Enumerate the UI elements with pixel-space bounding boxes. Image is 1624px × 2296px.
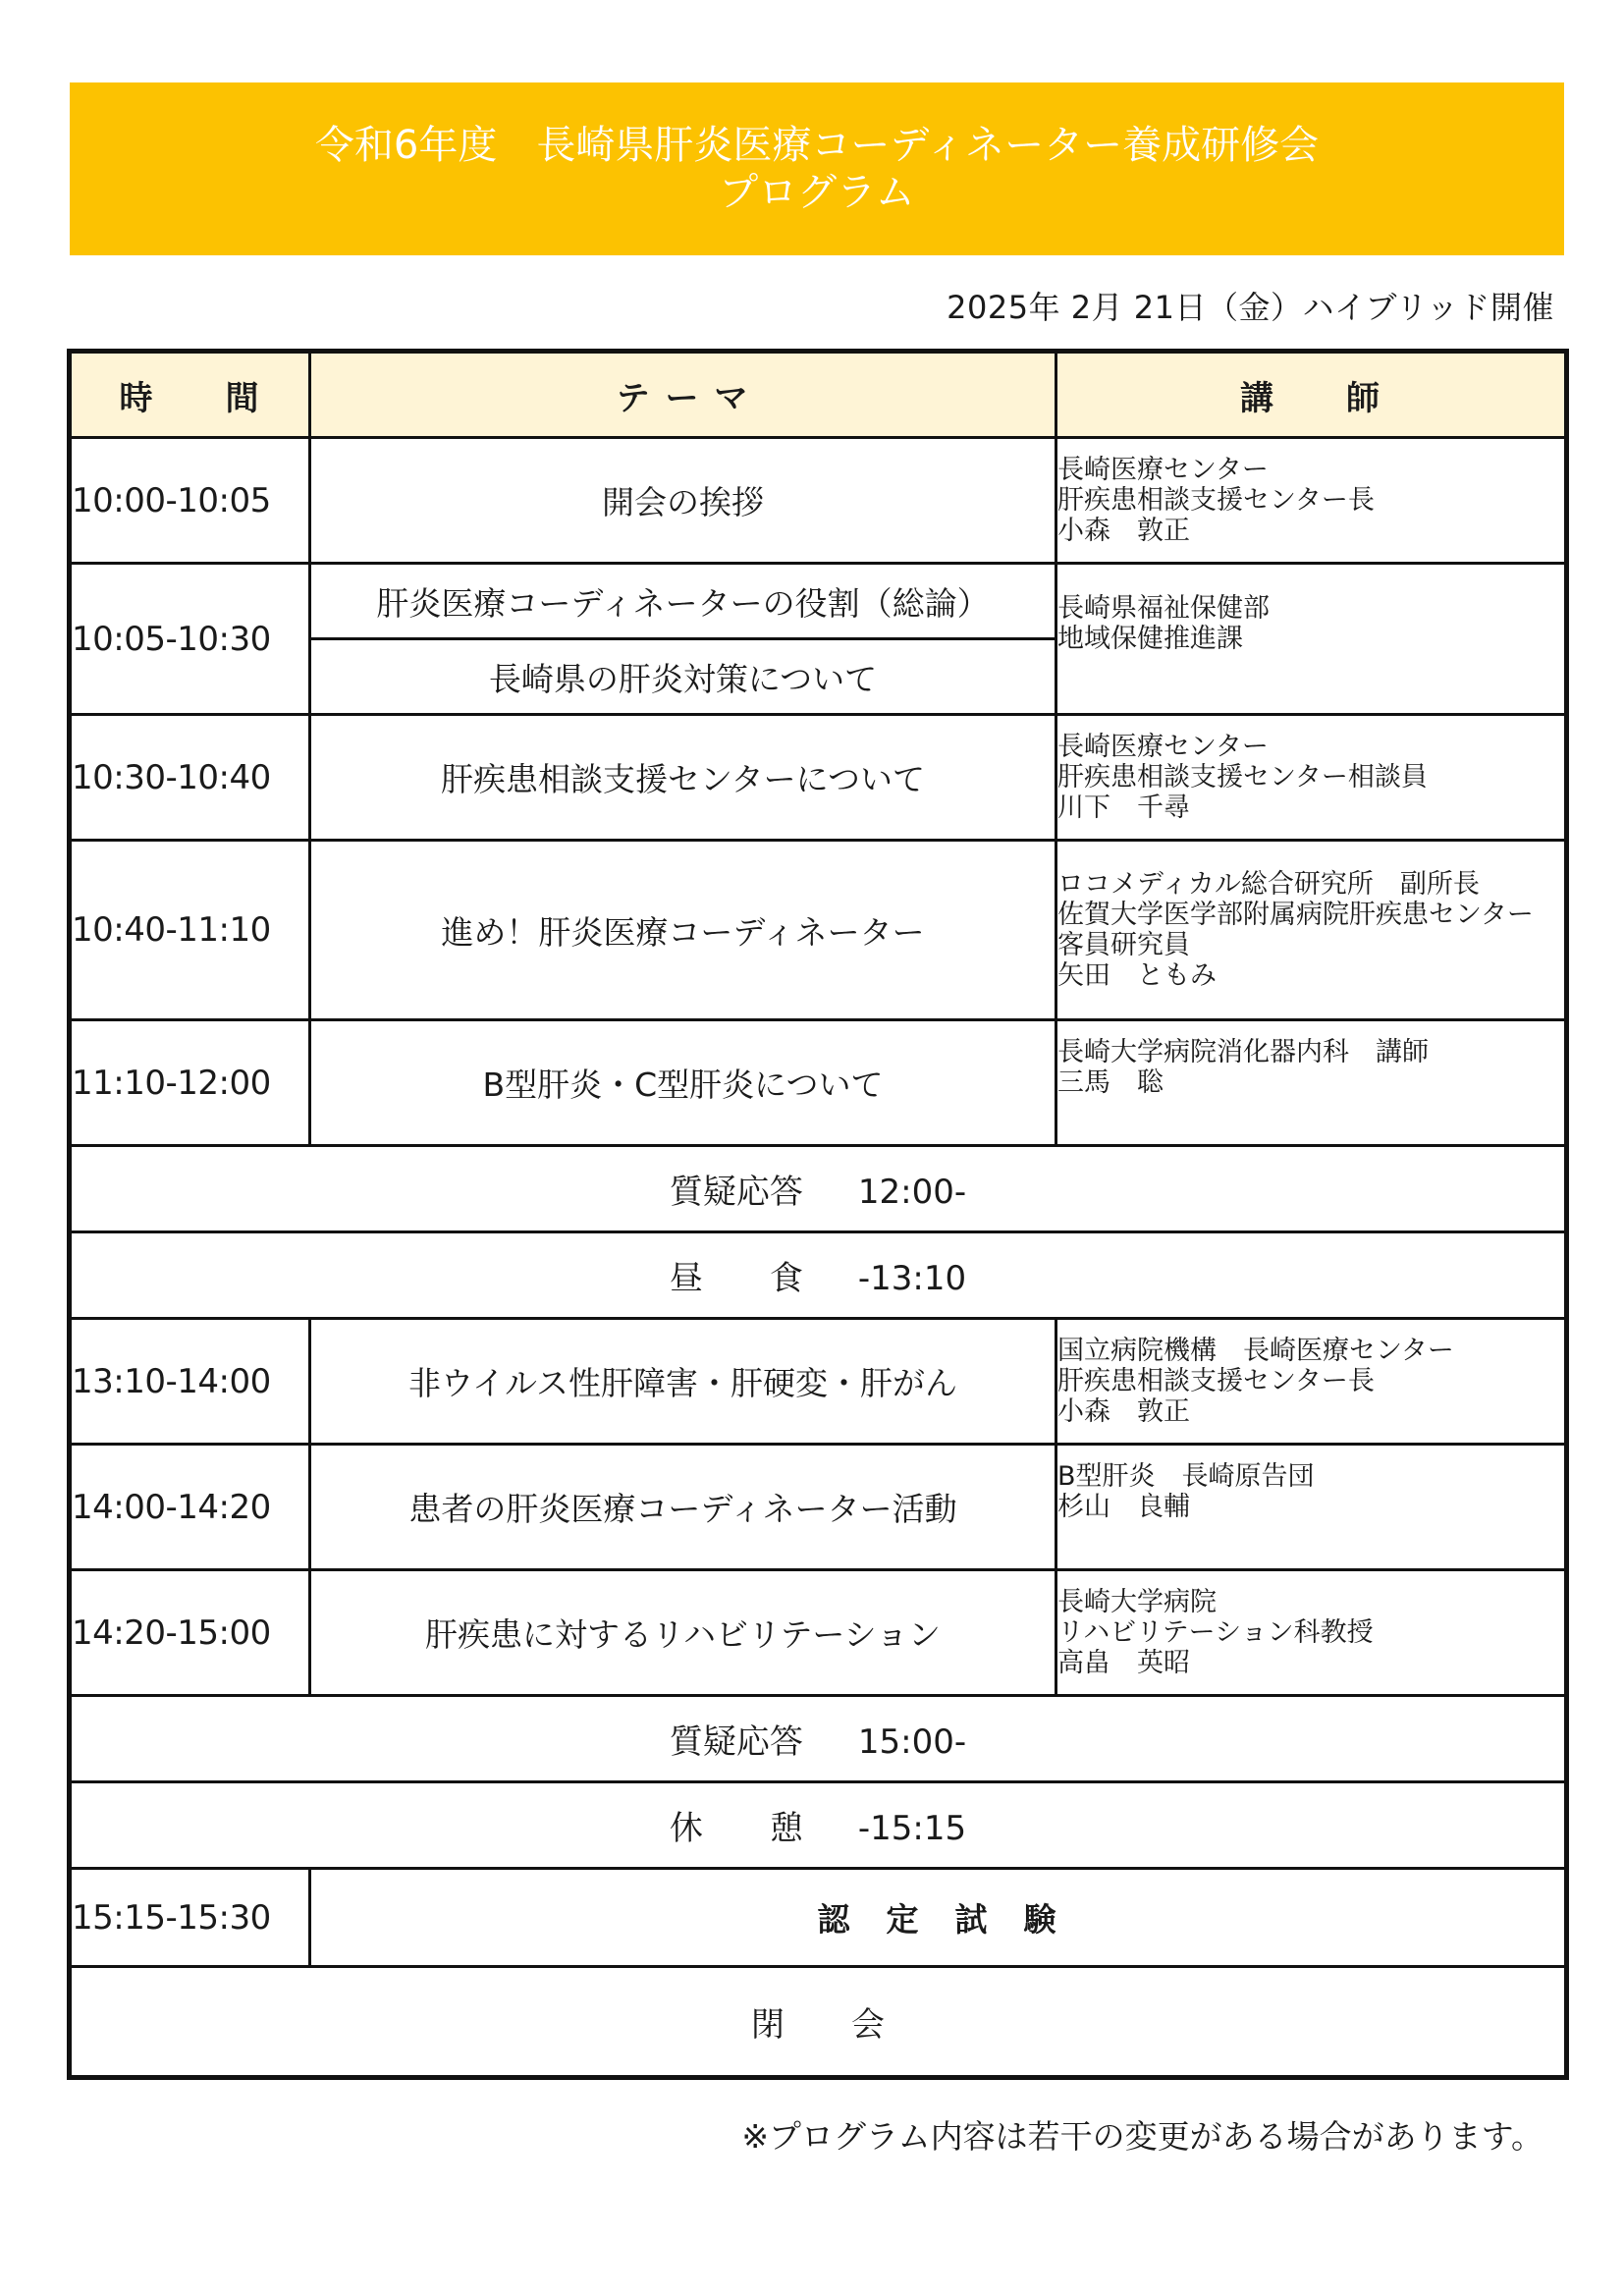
table-row [70,1232,1567,1319]
table-row [70,1869,1567,1967]
session-time: 15:15-15:30 [70,1869,310,1967]
break-label: 質疑応答 [669,1722,803,1762]
session-theme: B型肝炎・C型肝炎について [310,1020,1056,1146]
session-speaker [1056,715,1567,841]
speaker-line: 肝疾患相談支援センター長 [1057,485,1375,516]
table-row [70,1020,1567,1146]
session-speaker [1056,1570,1567,1696]
title-banner [70,82,1564,255]
break-time: -13:10 [857,1259,967,1298]
footnote: ※プログラム内容は若干の変更がある場合があります。 [741,2117,1543,2156]
session-time: 10:30-10:40 [70,715,310,841]
break-row [70,1232,1567,1319]
session-theme: 肝疾患相談支援センターについて [310,715,1056,841]
session-theme: 患者の肝炎医療コーディネーター活動 [310,1445,1056,1570]
table-row [70,1319,1567,1445]
break-time: 12:00- [857,1173,967,1212]
table-row [70,1782,1567,1869]
session-speaker [1056,1319,1567,1445]
break-row [70,1146,1567,1232]
speaker-line: 小森 敦正 [1057,1396,1190,1427]
speaker-line: 長崎医療センター [1057,732,1269,762]
session-speaker [1056,841,1567,1020]
table-row [70,438,1567,564]
session-speaker [1056,1445,1567,1570]
session-speaker [1056,564,1567,715]
speaker-line: 高畠 英昭 [1057,1648,1190,1678]
session-time: 10:05-10:30 [70,564,310,715]
break-label: 質疑応答 [669,1173,803,1212]
break-row [70,1696,1567,1782]
speaker-line: 小森 敦正 [1057,516,1190,546]
table-row [70,1570,1567,1696]
table-row [70,564,1567,639]
speaker-line: 肝疾患相談支援センター相談員 [1057,762,1428,793]
speaker-line: リハビリテーション科教授 [1057,1617,1374,1648]
header-speaker: 講 師 [1056,352,1567,438]
page-subtitle: プログラム [719,170,915,215]
session-time: 14:20-15:00 [70,1570,310,1696]
session-theme: 開会の挨拶 [310,438,1056,564]
closing-label: 閉 会 [751,2005,885,2045]
speaker-line: B型肝炎 長崎原告団 [1057,1461,1315,1492]
speaker-line: 長崎県福祉保健部 [1057,593,1270,624]
session-theme: 長崎県の肝炎対策について [310,639,1056,715]
speaker-line: 長崎医療センター [1057,455,1269,485]
session-time: 10:00-10:05 [70,438,310,564]
table-row [70,1146,1567,1232]
session-speaker [1056,1020,1567,1146]
speaker-line: 肝疾患相談支援センター長 [1057,1366,1375,1396]
session-time: 10:40-11:10 [70,841,310,1020]
speaker-line: 杉山 良輔 [1057,1492,1190,1522]
table-row [70,1445,1567,1570]
closing-row [70,1967,1567,2078]
speaker-line: 国立病院機構 長崎医療センター [1057,1336,1454,1366]
event-date: 2025年 2月 21日（金）ハイブリッド開催 [947,289,1554,326]
speaker-line: 矢田 ともみ [1057,960,1217,991]
speaker-line: ロコメディカル総合研究所 副所長 [1057,869,1480,900]
break-label: 休 憩 [669,1809,803,1848]
session-theme: 肝炎医療コーディネーターの役割（総論） [310,564,1056,639]
speaker-line: 長崎大学病院消化器内科 講師 [1057,1037,1429,1067]
header-theme: テ ー マ [310,352,1056,438]
break-row [70,1782,1567,1869]
session-time: 14:00-14:20 [70,1445,310,1570]
session-theme: 肝疾患に対するリハビリテーション [310,1570,1056,1696]
session-time: 11:10-12:00 [70,1020,310,1146]
table-row [70,1696,1567,1782]
session-theme: 非ウイルス性肝障害・肝硬変・肝がん [310,1319,1056,1445]
session-theme: 進め！肝炎医療コーディネーター [310,841,1056,1020]
table-row [70,1967,1567,2078]
speaker-line: 地域保健推進課 [1057,624,1243,654]
header-time: 時 間 [70,352,310,438]
program-table [67,349,1569,2080]
table-row [70,841,1567,1020]
session-time: 13:10-14:00 [70,1319,310,1445]
speaker-line: 三馬 聡 [1057,1067,1164,1098]
header-row [70,352,1567,438]
break-label: 昼 食 [669,1259,803,1298]
speaker-line: 客員研究員 [1057,930,1190,960]
exam-title: 認 定 試 験 [310,1869,1567,1967]
speaker-line: 長崎大学病院 [1057,1587,1217,1617]
break-time: -15:15 [857,1809,967,1848]
break-time: 15:00- [857,1722,967,1762]
speaker-line: 佐賀大学医学部附属病院肝疾患センター [1057,900,1534,930]
page-title: 令和6年度 長崎県肝炎医療コーディネーター養成研修会 [314,123,1320,168]
table-row [70,715,1567,841]
speaker-line: 川下 千尋 [1057,793,1190,823]
session-speaker [1056,438,1567,564]
